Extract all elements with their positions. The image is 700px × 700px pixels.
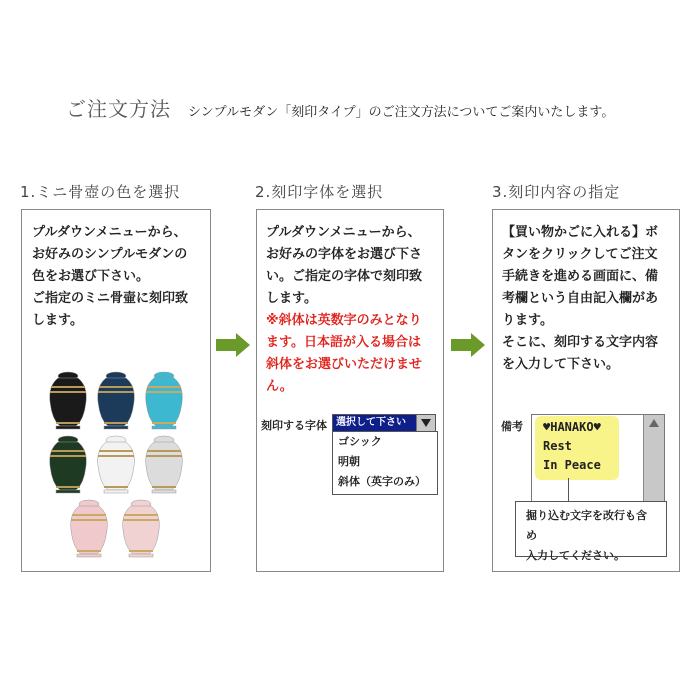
memo-line: In Peace <box>543 458 601 472</box>
text-line: します。 <box>266 291 317 306</box>
urn-image <box>94 434 138 494</box>
step1-text <box>32 222 188 332</box>
scrollbar[interactable] <box>643 415 664 505</box>
urn-image <box>94 370 138 430</box>
page-title: ご注文方法 <box>66 97 171 121</box>
text-line: お好みの字体をお選び下さ <box>266 247 423 262</box>
step3-panel <box>492 209 680 572</box>
warning-line: 斜体をお選びいただけませ <box>266 357 423 372</box>
text-line: お好みのシンプルモダンの <box>32 247 188 262</box>
callout-pointer <box>568 478 569 502</box>
warning-line: ※斜体は英数字のみとなり <box>266 313 422 328</box>
text-line: タンをクリックしてご注文 <box>502 247 658 262</box>
memo-line: Rest <box>543 439 572 453</box>
option-italic[interactable]: 斜体（英字のみ） <box>338 475 426 488</box>
text-line: 考欄という自由記入欄があ <box>502 291 659 306</box>
text-line: プルダウンメニューから、 <box>32 225 187 240</box>
text-line: ご指定のミニ骨壷に刻印致 <box>32 291 189 306</box>
font-select[interactable] <box>332 414 436 432</box>
option-mincho[interactable]: 明朝 <box>338 455 360 468</box>
chevron-down-icon <box>417 415 435 431</box>
urn-image <box>46 370 90 430</box>
text-line: 色をお選び下さい。 <box>32 269 150 284</box>
step2-heading: 2.刻印字体を選択 <box>255 183 384 201</box>
step1-panel <box>21 209 211 572</box>
arrow-right-icon <box>216 333 250 357</box>
memo-callout <box>515 501 667 562</box>
callout-line: 掘り込む文字を改行も含め <box>526 509 647 542</box>
text-line: します。 <box>32 313 83 328</box>
memo-line: ♥HANAKO♥ <box>543 420 601 434</box>
urn-image <box>142 434 186 494</box>
step2-text <box>266 222 422 398</box>
font-select-value: 選択して下さい <box>333 415 419 431</box>
page-subtitle: シンプルモダン「刻印タイプ」のご注文方法についてご案内いたします。 <box>188 105 615 120</box>
urn-image <box>119 498 163 558</box>
urn-image <box>142 370 186 430</box>
text-line: そこに、刻印する文字内容 <box>502 335 659 350</box>
font-options-list <box>332 431 438 495</box>
text-line: プルダウンメニューから、 <box>266 225 421 240</box>
text-line: を入力して下さい。 <box>502 357 620 372</box>
text-line: い。ご指定の字体で刻印致 <box>266 269 423 284</box>
text-line: 手続きを進める画面に、備 <box>502 269 659 284</box>
step3-heading: 3.刻印内容の指定 <box>492 183 621 201</box>
memo-content <box>535 416 619 480</box>
step2-panel <box>256 209 444 572</box>
scroll-up-icon <box>644 415 664 433</box>
step1-heading: 1.ミニ骨壺の色を選択 <box>20 183 181 201</box>
memo-label: 備考 <box>501 420 523 433</box>
font-select-label: 刻印する字体 <box>261 419 327 432</box>
urn-image <box>67 498 111 558</box>
arrow-right-icon <box>451 333 485 357</box>
dropdown-button[interactable] <box>416 415 435 431</box>
step3-text <box>502 222 658 376</box>
option-gothic[interactable]: ゴシック <box>338 435 382 448</box>
warning-line: ん。 <box>266 379 293 394</box>
callout-line: 入力してください。 <box>526 549 625 562</box>
text-line: ります。 <box>502 313 553 328</box>
urn-image <box>46 434 90 494</box>
warning-line: ます。日本語が入る場合は <box>266 335 421 350</box>
text-line: 【買い物かごに入れる】ボ <box>502 225 659 240</box>
